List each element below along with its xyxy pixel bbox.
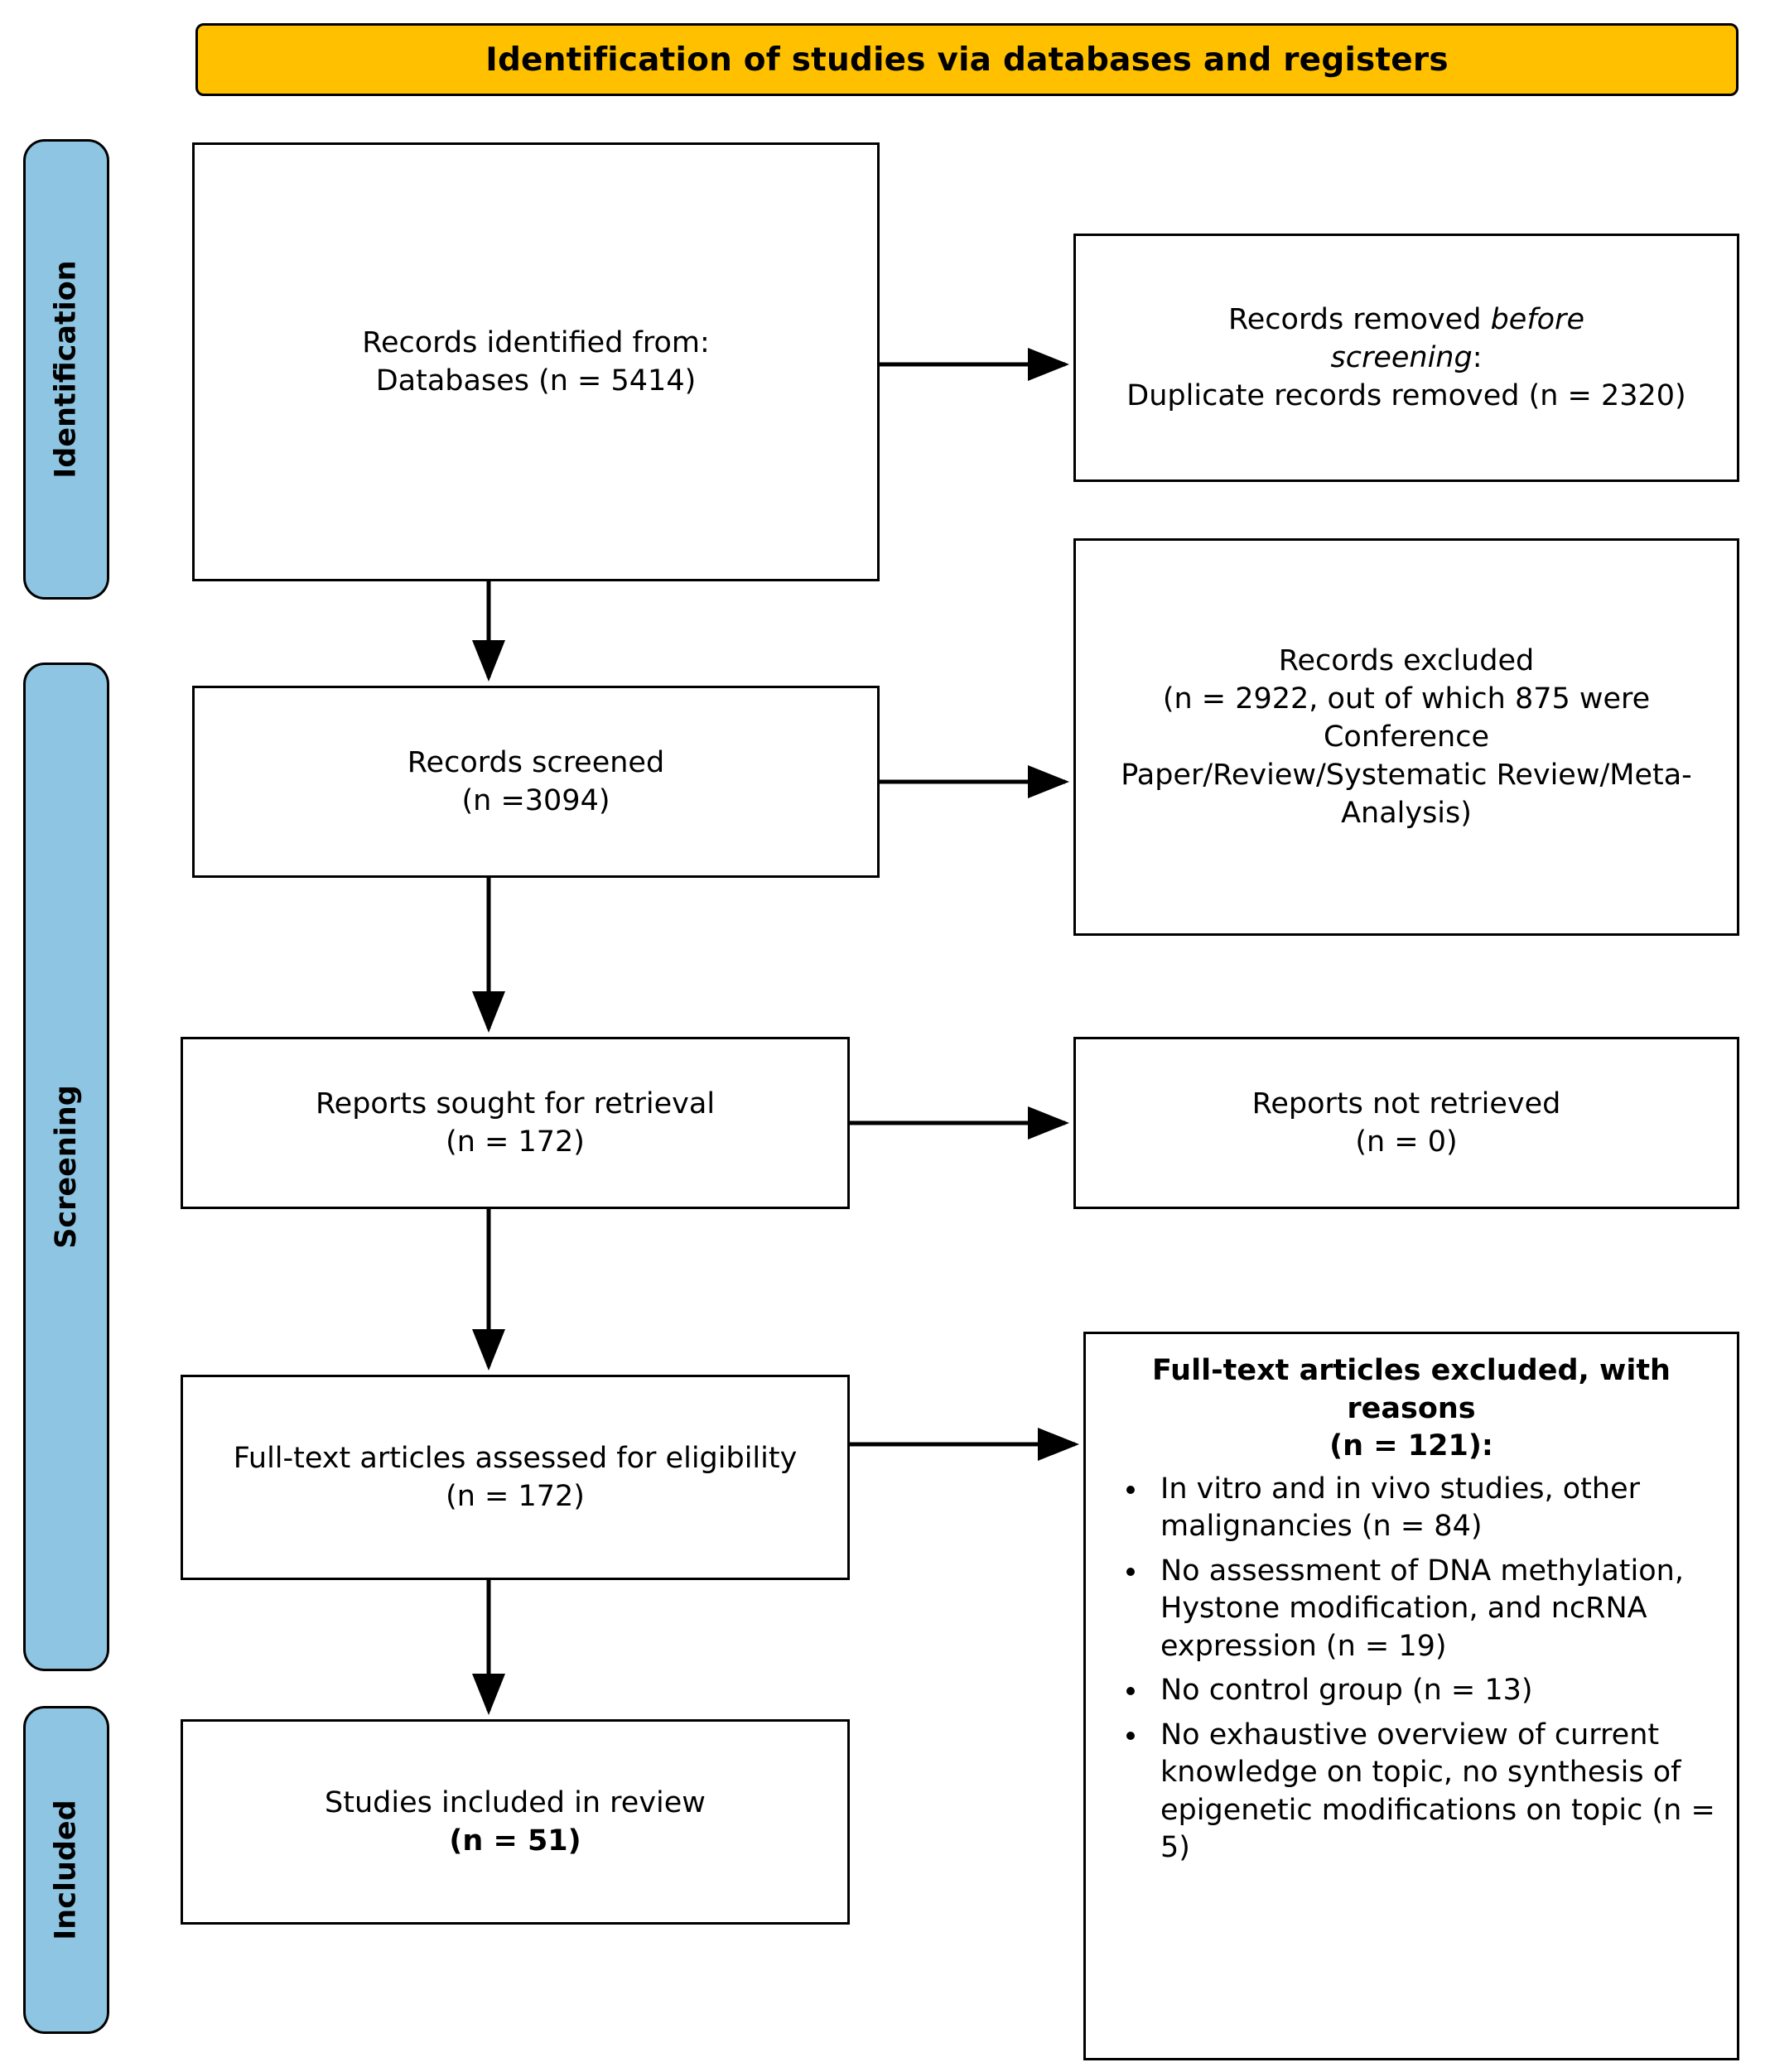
records-screened-line2: (n =3094) [461,784,610,817]
fulltext-excluded-reasons-list [1101,1471,1722,1867]
stage-label-included [23,1706,109,2034]
records-identified-line1: Records identified from: [362,325,710,359]
box-records-identified [192,142,880,581]
list-item: • No exhaustive overview of current knowledge on topic, no synthesis of epigenetic modifications on topic (n = 5) [1149,1717,1722,1867]
box-fulltext-excluded-with-reasons [1083,1332,1739,2060]
studies-included-line1: Studies included in review [325,1785,706,1819]
box-fulltext-assessed [181,1375,850,1580]
reports-sought-line1: Reports sought for retrieval [315,1087,716,1120]
stage-label-identification [23,139,109,600]
records-removed-line3: Duplicate records removed (n = 2320) [1126,379,1686,413]
reports-not-retrieved-line2: (n = 0) [1355,1125,1458,1159]
stage-label-identification-text: Identification [50,260,83,479]
box-studies-included [181,1719,850,1925]
list-item: • No control group (n = 13) [1149,1672,1722,1710]
records-screened-line1: Records screened [407,745,665,779]
records-removed-line2: screening: [1330,340,1483,374]
box-records-removed-before-screening [1073,234,1739,482]
stage-label-screening [23,663,109,1671]
stage-label-included-text: Included [50,1800,84,1940]
box-records-excluded [1073,538,1739,936]
reports-sought-line2: (n = 172) [446,1125,585,1159]
records-removed-line1: Records removed before [1228,302,1584,336]
records-excluded-line1: Records excluded [1278,643,1535,677]
diagram-title: Identification of studies via databases and registers [485,41,1449,79]
fulltext-excluded-title-line1: Full-text articles excluded, with reasons [1152,1354,1671,1425]
diagram-title-banner [195,23,1738,96]
fulltext-assessed-line1: Full-text articles assessed for eligibility [233,1441,798,1475]
box-reports-not-retrieved [1073,1037,1739,1209]
records-excluded-line3: Paper/Review/Systematic Review/Meta-Analysis) [1121,759,1692,831]
list-item: • No assessment of DNA methylation, Hystone modification, and ncRNA expression (n = 19) [1149,1553,1722,1666]
box-reports-sought [181,1037,850,1209]
studies-included-line2: (n = 51) [449,1824,581,1858]
fulltext-assessed-line2: (n = 172) [446,1480,585,1513]
records-excluded-line2: (n = 2922, out of which 875 were Conference [1162,682,1651,754]
box-records-screened [192,686,880,878]
records-identified-line2: Databases (n = 5414) [375,364,697,398]
reports-not-retrieved-line1: Reports not retrieved [1251,1087,1561,1120]
fulltext-excluded-title-line2: (n = 121): [1329,1429,1493,1462]
list-item: • In vitro and in vivo studies, other malignancies (n = 84) [1149,1471,1722,1546]
stage-label-screening-text: Screening [50,1085,84,1249]
